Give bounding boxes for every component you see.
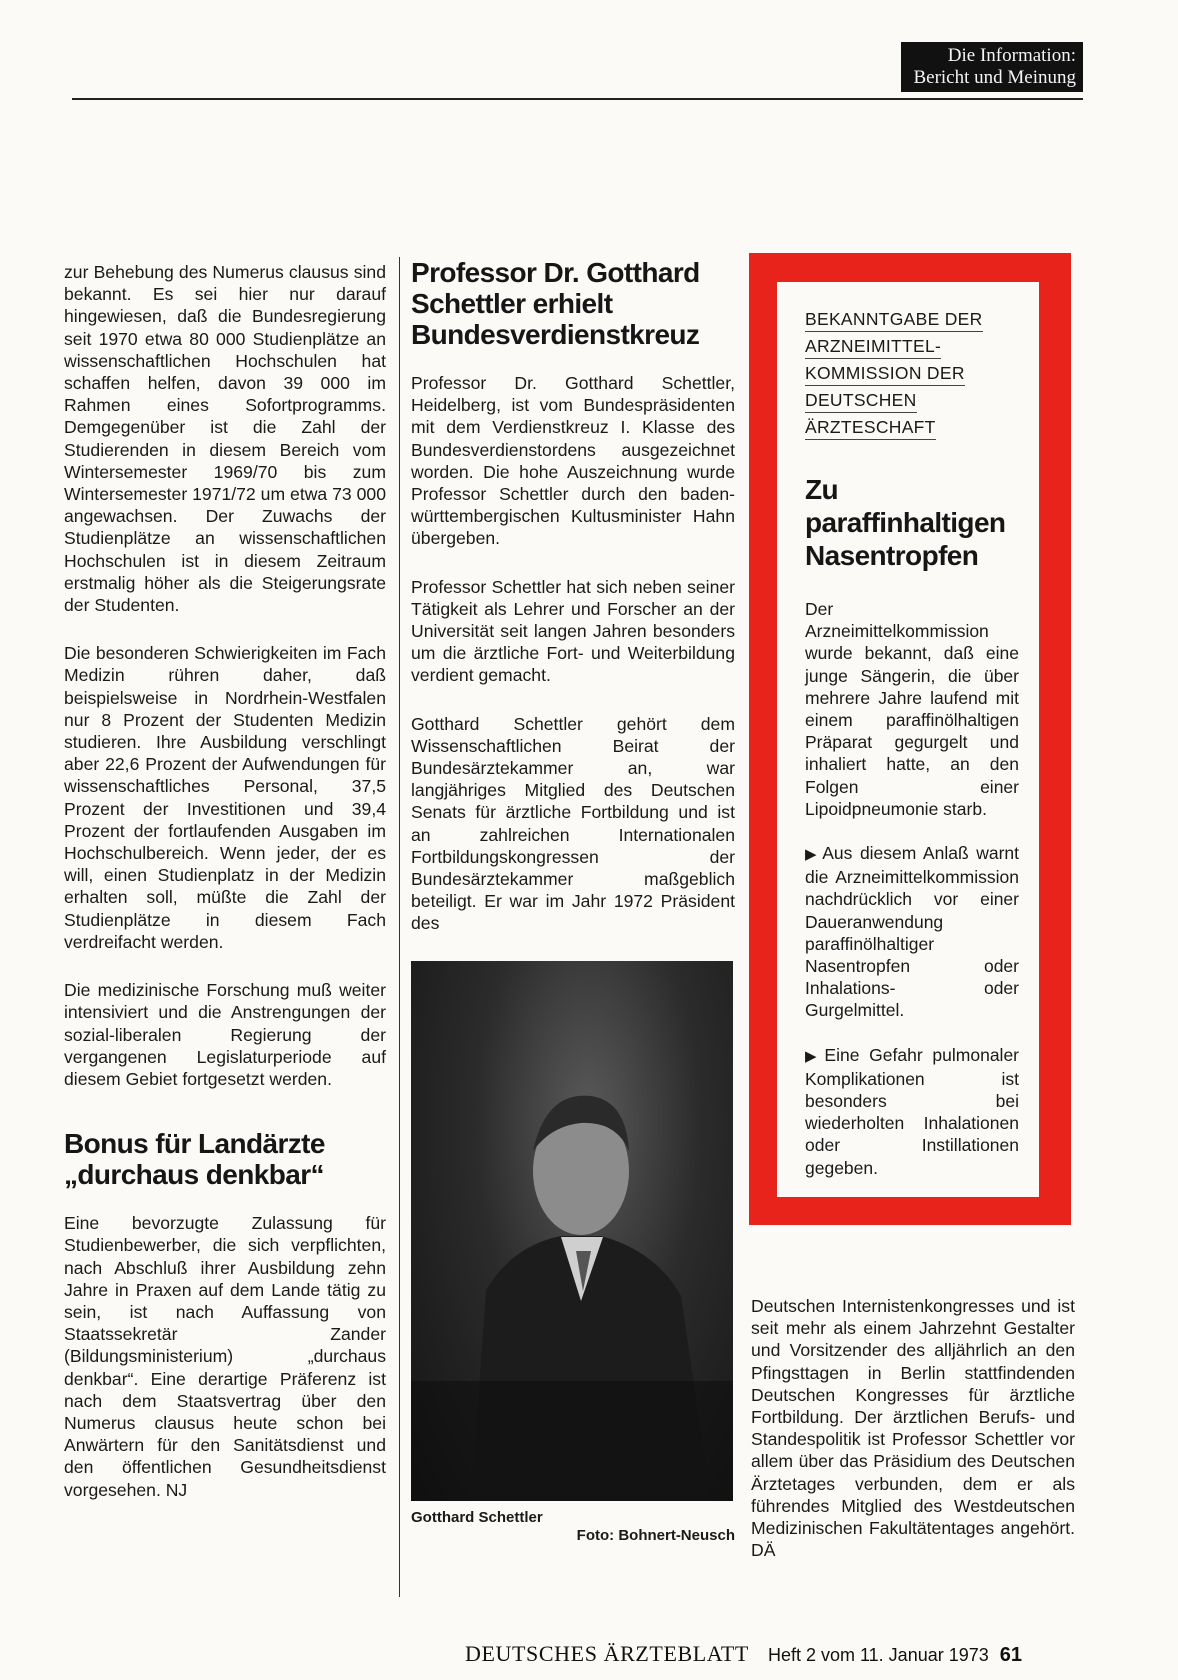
- article-paragraph: Die besonderen Schwierigkeiten im Fach Medizin rühren daher, daß beispielsweise in Nordrhein-Westfalen nur 8 Prozent der Studenten Medizin studieren. Ihre Ausbildung verschlingt aber 22,6 Prozent der Aufwendungen für wissenschaftliches Personal, 37,5 Prozent der Investitionen und 39,4 Prozent der fortlaufenden Ausgaben im Hochschulbereich. Wenn jeder, der es will, einen Studienplatz in der Medizin erhalten soll, müßte die Zahl der Studienplätze in diesem Fach verdreifacht werden.: [64, 643, 386, 952]
- bullet-text: Eine Gefahr pulmonaler Komplikationen ist besonders bei wiederholten Inhalationen oder Instillationen gegeben.: [805, 1044, 1019, 1178]
- notice-kicker-line: BEKANNTGABE DER: [805, 307, 983, 332]
- article-headline-schettler: Professor Dr. Gotthard Schettler erhielt Bundesverdienstkreuz: [411, 257, 700, 350]
- footer-issue: Heft 2 vom 11. Januar 1973: [767, 1645, 989, 1665]
- headline-line: Bonus für Landärzte: [64, 1128, 325, 1160]
- header-rule: [72, 98, 1083, 100]
- notice-paragraph: Der Arzneimittelkommission wurde bekannt, daß eine junge Sängerin, die über mehrere Jahre laufend mit einem paraffinölhaltigen Präparat gegurgelt und inhaliert hatte, an den Folgen einer Lipoidpneumonie starb.: [805, 599, 1019, 819]
- notice-kicker-line: ARZNEIMITTEL-: [805, 334, 941, 359]
- column-middle: [411, 257, 735, 1544]
- bullet-triangle-icon: ▶: [805, 1047, 822, 1065]
- portrait-illustration: [411, 961, 733, 1501]
- section-badge: [901, 42, 1083, 92]
- page-footer: [465, 1641, 1022, 1667]
- notice-box-inner: [777, 282, 1039, 1197]
- section-badge-line2: Bericht und Meinung: [913, 67, 1076, 88]
- column-divider: [399, 257, 400, 1597]
- bullet-text: Aus diesem Anlaß warnt die Arzneimittelkommission nachdrücklich vor einer Daueranwendung paraffinölhaltiger Nasentropfen oder Inhalations- oder Gurgelmittel.: [805, 843, 1019, 1021]
- notice-headline: [805, 473, 1019, 572]
- caption-credit: Foto: Bohnert-Neusch: [576, 1526, 735, 1544]
- photo-caption: [411, 1501, 735, 1544]
- portrait-photo: [411, 961, 733, 1501]
- headline-line: „durchaus denkbar“: [64, 1159, 324, 1191]
- notice-box: [749, 253, 1071, 1225]
- notice-kicker-line: DEUTSCHEN: [805, 388, 917, 413]
- footer-page-number: 61: [999, 1644, 1023, 1666]
- notice-bullet: [805, 842, 1019, 1022]
- headline-line: Zu: [805, 474, 839, 505]
- column-right-continuation: [751, 1295, 1075, 1587]
- notice-kicker-line: KOMMISSION DER: [805, 361, 965, 386]
- footer-magazine: DEUTSCHES ÄRZTEBLATT: [465, 1641, 749, 1666]
- article-paragraph: Deutschen Internistenkongresses und ist seit mehr als einem Jahrzehnt Gestalter und Vorsitzender des alljährlich an den Pfingsttagen in Berlin stattfindenden Deutschen Kongresses für ärztliche Fortbildung. Der ärztlichen Berufs- und Standespolitik ist Professor Schettler vor allem über das Präsidium des Deutschen Ärztetages verbunden, dem er als führendes Mitglied des Westdeutschen Medizinischen Fakultätentages angehört. DÄ: [751, 1296, 1075, 1561]
- article-paragraph: Eine bevorzugte Zulassung für Studienbewerber, die sich verpflichten, nach Abschluß ihrer Ausbildung zehn Jahre in Praxen auf dem Lande tätig zu sein, ist nach Auffassung von Staatssekretär Zander (Bildungsministerium) „durchaus denkbar“. Eine derartige Präferenz ist nach dem Staatsvertrag über den Numerus clausus heute schon bei Anwärtern für den Sanitätsdienst und den öffentlichen Gesundheitsdienst vorgesehen. NJ: [64, 1213, 386, 1500]
- headline-line: Nasentropfen: [805, 540, 979, 571]
- notice-kicker-line: ÄRZTESCHAFT: [805, 415, 936, 440]
- bullet-triangle-icon: ▶: [805, 846, 820, 864]
- article-paragraph: Die medizinische Forschung muß weiter intensiviert und die Anstrengungen der sozial-liberalen Regierung der vergangenen Legislaturperiode auf diesem Gebiet fortgesetzt werden.: [64, 980, 386, 1089]
- article-paragraph: Professor Schettler hat sich neben seiner Tätigkeit als Lehrer und Forscher an der Universität seit langen Jahren besonders um die ärztliche Fort- und Weiterbildung verdient gemacht.: [411, 576, 735, 686]
- article-paragraph: Professor Dr. Gotthard Schettler, Heidelberg, ist vom Bundespräsidenten mit dem Verdienstkreuz I. Klasse des Bundesverdienstordens ausgezeichnet worden. Die hohe Auszeichnung wurde Professor Schettler durch den baden-württembergischen Kultusminister Hahn übergeben.: [411, 373, 735, 549]
- article-headline-bonus: [64, 1128, 386, 1190]
- caption-name: Gotthard Schettler: [411, 1508, 543, 1526]
- article-paragraph: Gotthard Schettler gehört dem Wissenschaftlichen Beirat der Bundesärztekammer an, war langjähriges Mitglied des Deutschen Senats für ärztliche Fortbildung und ist an zahlreichen Internationalen Fortbildungskongressen der Bundesärztekammer maßgeblich beteiligt. Er war im Jahr 1972 Präsident des: [411, 713, 735, 934]
- notice-bullet: [805, 1044, 1019, 1179]
- section-badge-line1: Die Information:: [947, 45, 1076, 66]
- headline-line: paraffinhaltigen: [805, 507, 1006, 538]
- article-paragraph: zur Behebung des Numerus clausus sind bekannt. Es sei hier nur darauf hingewiesen, daß die Bundesregierung seit 1970 etwa 80 000 Studienplätze an wissenschaftlichen Hochschulen hat schaffen helfen, davon 39 000 im Rahmen eines Sofortprogramms. Demgegenüber ist die Zahl der Studierenden in diesem Bereich vom Wintersemester 1969/70 bis zum Wintersemester 1971/72 um etwa 73 000 angewachsen. Der Zuwachs der Studienplätze an wissenschaftlichen Hochschulen ist in diesem Zeitraum erstmalig höher als die Steigerungsrate der Studenten.: [64, 262, 386, 616]
- column-left: [64, 261, 386, 1527]
- notice-kicker: [805, 306, 1019, 441]
